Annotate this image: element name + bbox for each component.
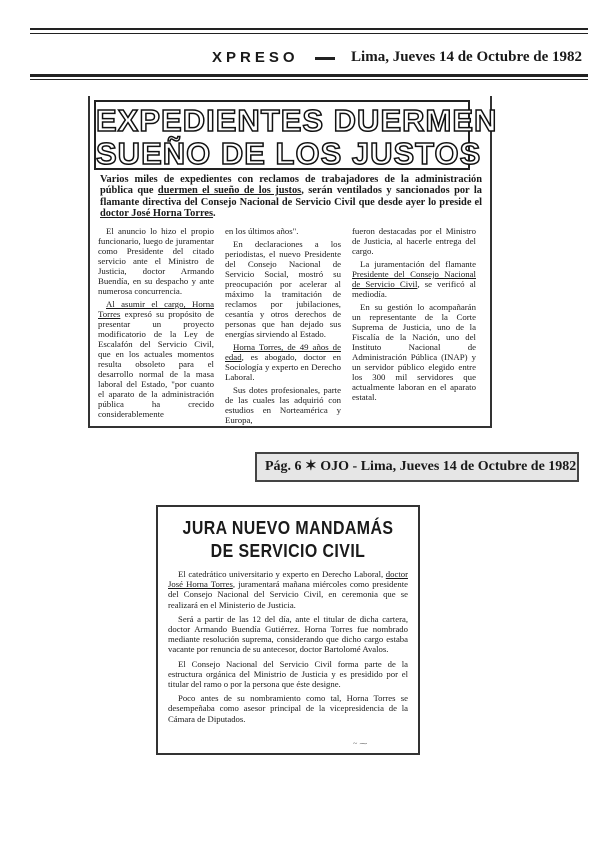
headline-line-2: SUEÑO DE LOS JUSTOS [96, 136, 482, 171]
banner-text: Pág. 6 ✶ OJO - Lima, Jueves 14 de Octubre de 1982 [265, 459, 577, 474]
masthead [200, 48, 588, 70]
col3-text-a: La juramentación del flamante [360, 259, 476, 269]
a2p1-text-a: El catedrático universitario y experto en Derecho Laboral, [178, 569, 386, 579]
masthead-rule-thin [30, 79, 588, 80]
headline-box [94, 100, 498, 171]
col3-text-b: , se verificó al mediodía. [352, 279, 476, 299]
col2-text: , es abogado, doctor en Sociología y experto en Derecho Laboral. [225, 352, 341, 382]
col2-underlined: Horna Torres, de 49 años de edad [225, 342, 341, 362]
col3-paragraph-3: En su gestión lo acompañarán un representante de la Corte Suprema de Justicia, uno de la Fiscalía de la Nación, uno del Instituto Nacional de Administración Pública (INAP) y un servidor público elegido entre los 300 mil servidores que actualmente laboran en el aparato estatal. [352, 302, 476, 402]
col3-paragraph-1: fueron destacadas por el Ministro de Justicia, al hacerle entrega del cargo. [352, 226, 476, 256]
headline2-line-2: DE SERVICIO CIVIL [210, 540, 366, 561]
a2p1-text-b: , juramentará mañana miércoles como presidente del Consejo Nacional del Servicio Civil, en ceremonia que se realizará en el Ministerio de Justicia. [168, 579, 408, 610]
col2-paragraph-4: Sus dotes profesionales, parte de las cuales las adquirió con estudios en Norteamérica y Europa, [225, 385, 341, 425]
col2-paragraph-3 [225, 342, 341, 382]
article2-paragraph-2: Será a partir de las 12 del día, ante el titular de dicha cartera, doctor Armando Buendía Gutiérrez. Horna Torres fue nombrado mediante resolución suprema, considerando que dicho cargo estaba vacante por renuncia de su antecesor, doctor Bartolomé Avalos. [168, 613, 408, 655]
article2-paragraph-4: Poco antes de su nombramiento como tal, Horna Torres se desempeñaba como asesor principal de la vicepresidencia de la Cámara de Diputados. [168, 693, 408, 724]
lead-underlined-1: duermen el sueño de los justos [157, 185, 302, 197]
article2-body [168, 569, 408, 728]
column-1 [98, 226, 214, 422]
lead-text-a: Varios miles de expedientes con reclamos de trabajadores de la administración pública que [100, 174, 482, 197]
handwritten-mark: ~ ⁓ [353, 739, 368, 748]
masthead-dash [315, 57, 335, 60]
a2p1-underlined: doctor José Horna Torres [168, 569, 408, 590]
column-3 [352, 226, 476, 405]
masthead-date: Lima, Jueves 14 de Octubre de 1982 [351, 49, 582, 65]
lead-underlined-2: doctor José Horna Torres [100, 208, 214, 220]
col3-paragraph-2 [352, 259, 476, 299]
top-rule-thin [30, 33, 588, 34]
lead-text-b: , serán ventilados y sancionados por la flamante directiva del Consejo Nacional de Servicio Civil que desde ayer lo preside el [100, 185, 482, 208]
lead-text-c: . [213, 208, 216, 220]
col1-text: expresó su propósito de presentar un proyecto modificatorio de la Ley de Escalafón del Servicio Civil, que en los actuales momentos resulta obsoleto para el desarrollo normal de la masa laboral del Estado, "por cuanto el aparato de la administración pública ha crecido considerablemente [98, 309, 214, 419]
newspaper-name: XPRESO [212, 49, 299, 66]
col1-paragraph-1: El anuncio lo hizo el propio funcionario, luego de juramentar como Presidente del citado servicio ante el Ministro de Justicia, doctor Armando Buendía, en su despacho y ante numerosa concurrencia. [98, 226, 214, 296]
ojo-banner [255, 452, 579, 482]
article2-paragraph-1 [168, 569, 408, 610]
lead-paragraph [100, 174, 482, 220]
headline2-line-1: JURA NUEVO MANDAMÁS [182, 517, 394, 538]
top-rule [30, 28, 588, 30]
col3-underlined: Presidente del Consejo Nacional de Servicio Civil [352, 269, 476, 289]
article2-paragraph-3: El Consejo Nacional del Servicio Civil forma parte de la estructura orgánica del Ministrio de Justicia y es presidido por el titular del ramo o por la persona que éste designe. [168, 658, 408, 690]
col2-paragraph-2: En declaraciones a los periodistas, el nuevo Presidente del Consejo Nacional de Servicio Social, mostró su preocupación por acelerar al máximo la tramitación de reclamos por jubilaciones, cesantía y otros derechos de personas que han dejado sus energías sirviendo al Estado. [225, 239, 341, 339]
col1-paragraph-2 [98, 299, 214, 419]
column-2 [225, 226, 341, 428]
clipping-expedientes [88, 96, 498, 428]
masthead-rule [30, 74, 588, 77]
headline-line-1: EXPEDIENTES DUERMEN [96, 103, 498, 138]
col1-underlined: Al asumir el cargo, Horna Torres [98, 299, 214, 319]
col2-paragraph-1: en los últimos años". [225, 226, 299, 236]
clipping-jura [156, 505, 420, 755]
